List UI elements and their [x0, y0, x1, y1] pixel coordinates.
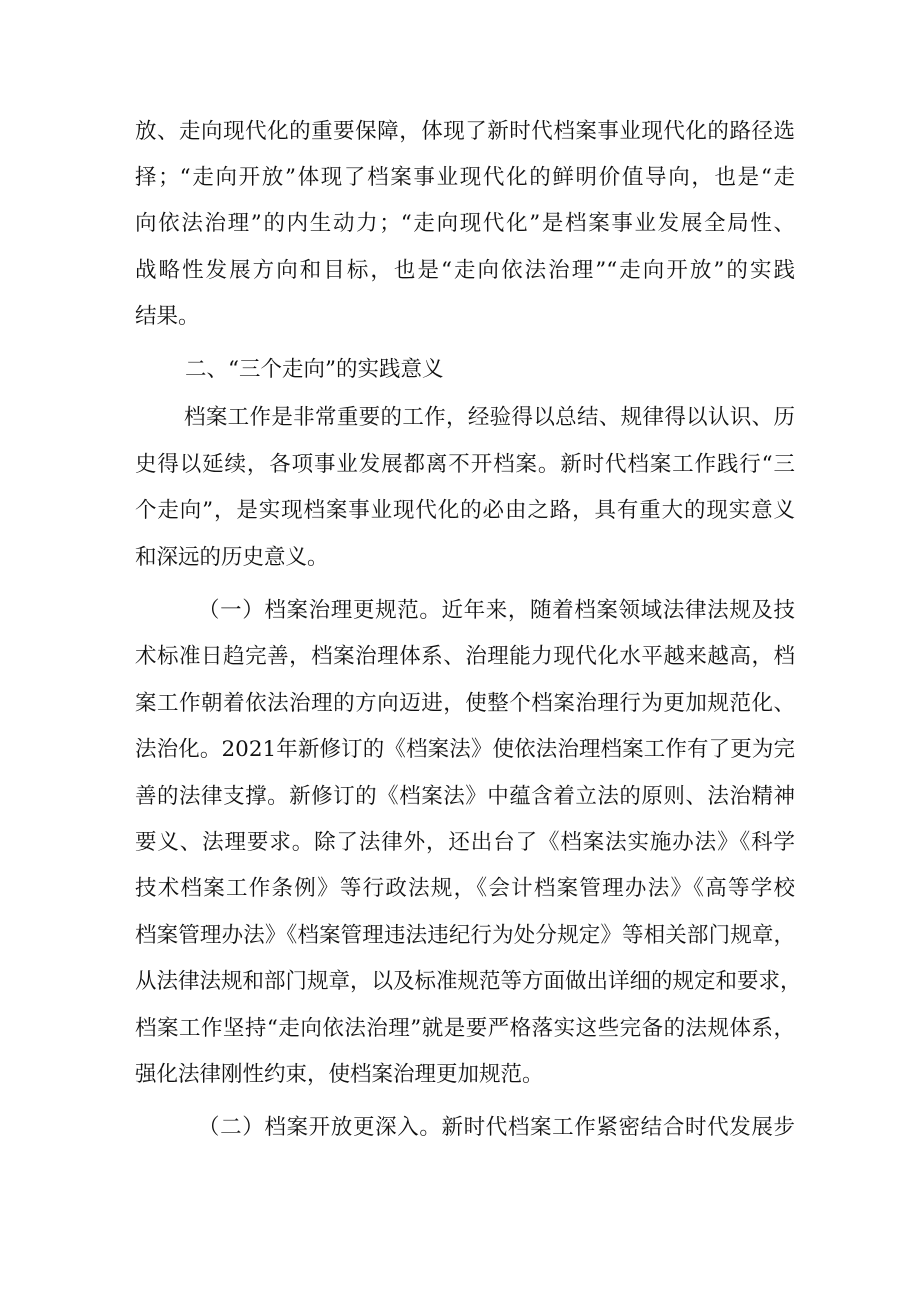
subsection-first-line: （一）档案治理更规范。近年来，随着档案领域法律法规及技 — [198, 598, 795, 623]
text-line: 强化法律刚性约束，使档案治理更加规范。 — [135, 1062, 544, 1087]
section-heading: 二、“三个走向”的实践意义 — [185, 357, 444, 382]
subsection-first-line: （二）档案开放更深入。新时代档案工作紧密结合时代发展步 — [198, 1115, 795, 1140]
text-line: 从法律法规和部门规章，以及标准规范等方面做出详细的规定和要求， — [135, 969, 802, 994]
text-line: 和深远的历史意义。 — [135, 545, 329, 570]
text-line: 技术档案工作条例》等行政法规，《会计档案管理办法》《高等学校 — [135, 876, 795, 901]
text-line: 史得以延续，各项事业发展都离不开档案。新时代档案工作践行“三 — [135, 452, 795, 477]
text-line: 要义、法理要求。除了法律外，还出台了《档案法实施办法》《科学 — [135, 830, 795, 855]
text-line: 案工作朝着依法治理的方向迈进，使整个档案治理行为更加规范化、 — [135, 691, 795, 716]
text-line: 法治化。2021年新修订的《档案法》使依法治理档案工作有了更为完 — [135, 737, 795, 762]
text-line: 个走向”，是实现档案事业现代化的必由之路，具有重大的现实意义 — [135, 498, 795, 523]
paragraph-first-line: 档案工作是非常重要的工作，经验得以总结、规律得以认识、历 — [184, 405, 795, 430]
text-line: 结果。 — [135, 304, 200, 329]
text-line: 择；“走向开放”体现了档案事业现代化的鲜明价值导向，也是“走 — [135, 165, 795, 190]
text-line: 善的法律支撑。新修订的《档案法》中蕴含着立法的原则、法治精神 — [135, 784, 795, 809]
text-line: 档案管理办法》《档案管理违法违纪行为处分规定》等相关部门规章， — [135, 923, 795, 948]
text-line: 档案工作坚持“走向依法治理”就是要严格落实这些完备的法规体系， — [135, 1016, 795, 1041]
text-line: 术标准日趋完善，档案治理体系、治理能力现代化水平越来越高，档 — [135, 644, 795, 669]
text-line: 向依法治理”的内生动力；“走向现代化”是档案事业发展全局性、 — [135, 211, 795, 236]
text-line: 放、走向现代化的重要保障，体现了新时代档案事业现代化的路径选 — [135, 119, 795, 144]
text-line: 战略性发展方向和目标，也是“走向依法治理”“走向开放”的实践 — [135, 258, 795, 283]
